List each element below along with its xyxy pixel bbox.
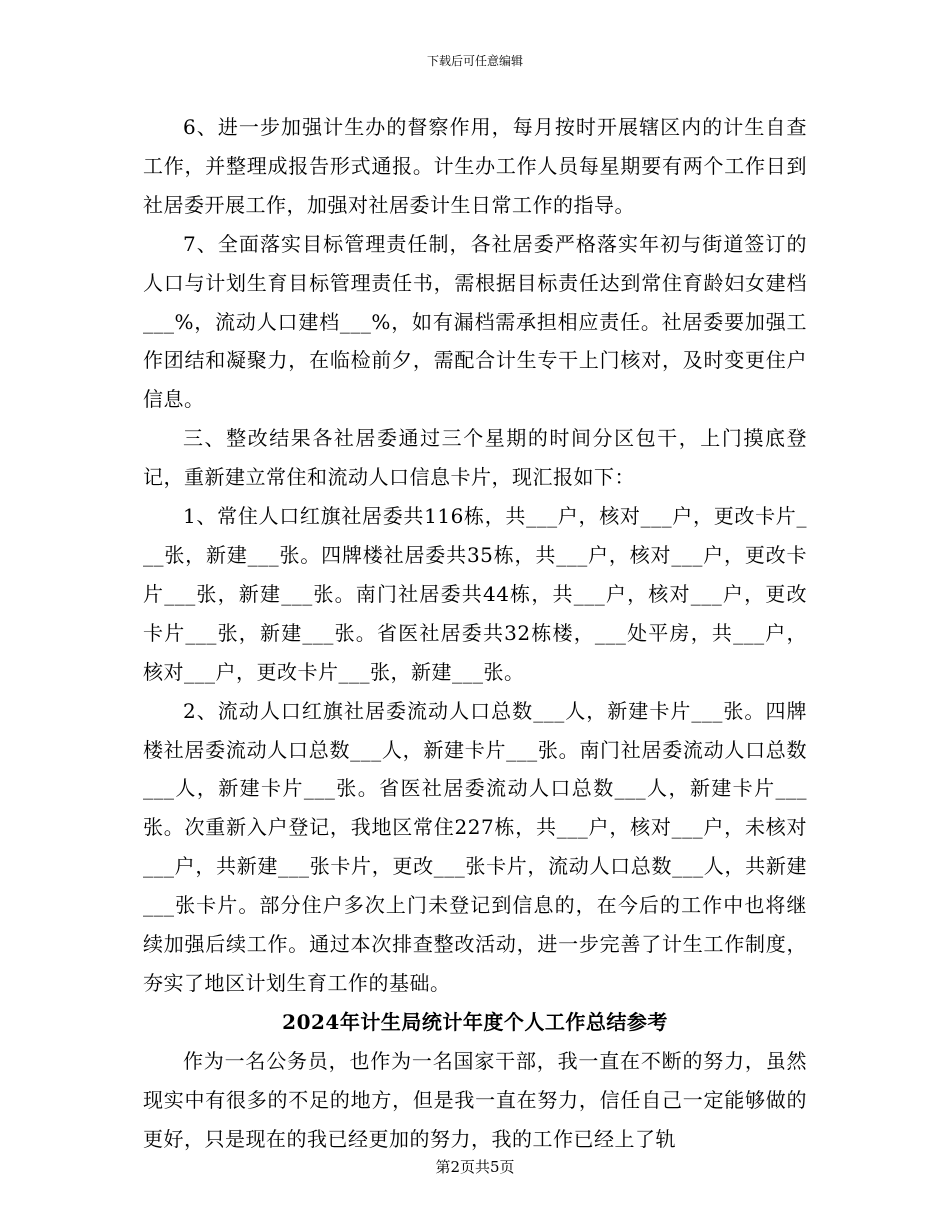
paragraph-rectification-results: 三、整改结果各社居委通过三个星期的时间分区包干，上门摸底登记，重新建立常住和流动人口信息卡片，现汇报如下： — [143, 426, 807, 490]
paragraph-item-7: 7、全面落实目标管理责任制，各社居委严格落实年初与街道签订的人口与计划生育目标管理责任书，需根据目标责任达到常住育龄妇女建档___%，流动人口建档___%，如有漏档需承担相应责任。社居委要加强工作团结和凝聚力，在临检前夕，需配合计生专干上门核对，及时变更住户信息。 — [143, 231, 807, 412]
paragraph-resident-population: 1、常住人口红旗社居委共116栋，共___户，核对___户，更改卡片___张，新建___张。四牌楼社居委共35栋，共___户，核对___户，更改卡片___张，新建___张。南门社居委共44栋，共___户，核对___户，更改卡片___张，新建___张。省医社居委共32栋楼，___处平房，共___户，核对___户，更改卡片___张，新建___张。 — [143, 504, 807, 684]
page-indicator: 第2页共5页 — [435, 1158, 515, 1176]
paragraph-floating-population: 2、流动人口红旗社居委流动人口总数___人，新建卡片___张。四牌楼社居委流动人口总数___人，新建卡片___张。南门社居委流动人口总数___人，新建卡片___张。省医社居委流动人口总数___人，新建卡片___张。次重新入户登记，我地区常住227栋，共___户，核对___户，未核对___户，共新建___张卡片，更改___张卡片，流动人口总数___人，共新建___张卡片。部分住户多次上门未登记到信息的，在今后的工作中也将继续加强后续工作。通过本次排查整改活动，进一步完善了计生工作制度，夯实了地区计划生育工作的基础。 — [143, 698, 807, 995]
paragraph-item-6: 6、进一步加强计生办的督察作用，每月按时开展辖区内的计生自查工作，并整理成报告形式通报。计生办工作人员每星期要有两个工作日到社居委开展工作，加强对社居委计生日常工作的指导。 — [143, 115, 807, 217]
section-title: 2024年计生局统计年度个人工作总结参考 — [282, 1009, 668, 1034]
paragraph-summary-intro: 作为一名公务员，也作为一名国家干部，我一直在不断的努力，虽然现实中有很多的不足的地方，但是我一直在努力，信任自己一定能够做的更好，只是现在的我已经更加的努力，我的工作已经上了轨 — [143, 1048, 807, 1151]
document-body — [143, 108, 807, 1158]
header-note: 下载后可任意编辑 — [426, 54, 523, 68]
